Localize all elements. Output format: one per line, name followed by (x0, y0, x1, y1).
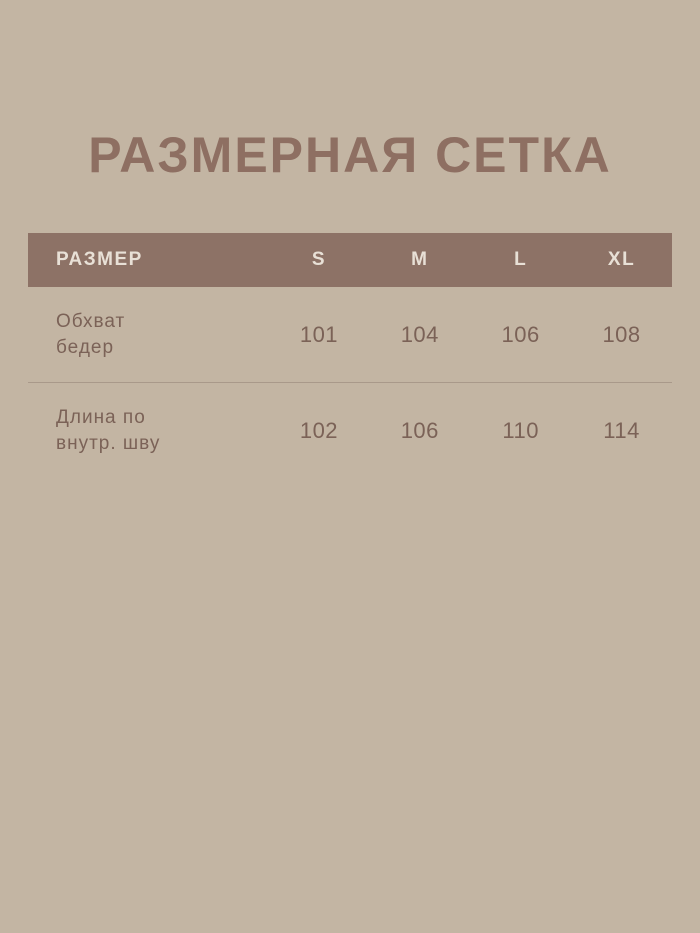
row-label-line-1: Обхват (56, 311, 126, 332)
column-header-xl: XL (607, 249, 636, 270)
cell-inseam-l: 110 (470, 383, 571, 479)
cell-hip-m: 104 (400, 321, 439, 347)
row-label-line-2: бедер (56, 336, 115, 358)
size-table-container (28, 233, 672, 479)
cell-inseam-m: 106 (369, 383, 470, 479)
table-header (28, 233, 672, 287)
table-row (28, 383, 672, 479)
row-label-line-2: внутр. шву (56, 432, 161, 454)
table-header-row (28, 233, 672, 287)
cell-hip-s: 101 (299, 321, 339, 347)
cell-hip-xl: 108 (602, 321, 641, 347)
column-header-l: L (514, 249, 528, 270)
table-row (28, 287, 672, 383)
row-label-line-1: Длина по (56, 407, 146, 429)
row-label-inseam-length (28, 383, 269, 479)
size-table (28, 233, 672, 479)
cell-inseam-s: 102 (269, 383, 370, 479)
column-header-s: S (311, 249, 327, 270)
column-header-size: РАЗМЕР (56, 249, 143, 270)
cell-hip-l: 106 (501, 321, 540, 347)
page-title: РАЗМЕРНАЯ СЕТКА (88, 127, 612, 183)
cell-inseam-xl: 114 (571, 383, 672, 479)
column-header-m: M (411, 249, 429, 270)
table-body (28, 287, 672, 479)
row-label-hip-girth (28, 287, 269, 383)
